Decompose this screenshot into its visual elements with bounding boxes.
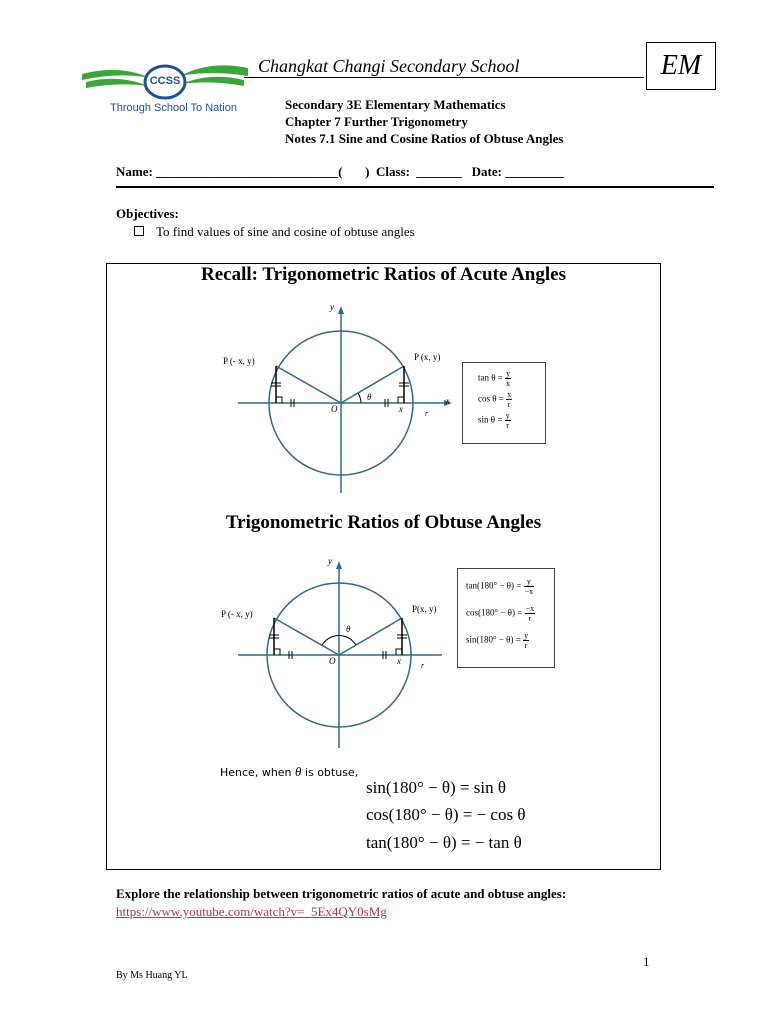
recall-x-foot-label: x [399, 404, 403, 414]
youtube-link[interactable]: https://www.youtube.com/watch?v=_5Ex4QY0sMg [116, 904, 387, 919]
course-line: Secondary 3E Elementary Mathematics [285, 97, 506, 112]
obtuse-theta-label: θ [346, 624, 351, 634]
explore-text: Explore the relationship between trigonometric ratios of acute and obtuse angles: [116, 886, 567, 901]
result-sin: sin(180° − θ) = sin θ [366, 778, 507, 797]
result-cos: cos(180° − θ) = − cos θ [366, 805, 526, 824]
hence-theta: θ [295, 764, 302, 779]
cos-label: cos θ = [478, 393, 504, 404]
em-badge: EM [646, 42, 716, 90]
sin-den: r [506, 421, 509, 430]
cos-obtuse-den: r [528, 614, 532, 623]
obtuse-p-left-label: P (- x, y) [221, 609, 253, 619]
author: By Ms Huang YL [116, 970, 188, 981]
recall-p-right-label: P (x, y) [414, 352, 441, 362]
obtuse-formula-box [457, 568, 555, 668]
tan-label: tan θ = [478, 372, 503, 383]
recall-heading: Recall: Trigonometric Ratios of Acute Angles [201, 264, 566, 285]
sin-label: sin θ = [478, 414, 503, 425]
logo-motto: Through School To Nation [110, 102, 237, 114]
cos-den: r [507, 400, 511, 409]
result-tan: tan(180° − θ) = − tan θ [366, 833, 522, 852]
cos-num: x [507, 390, 512, 399]
recall-origin-label: O [331, 404, 338, 414]
tan-obtuse-label: tan(180° − θ) = [466, 580, 522, 591]
recall-p-left-label: P (- x, y) [223, 356, 255, 366]
tan-obtuse-num: y [524, 577, 535, 587]
tan-den: x [506, 379, 511, 388]
recall-r-label: r [425, 409, 429, 418]
obtuse-origin-label: O [329, 656, 336, 666]
page-number: 1 [643, 954, 650, 969]
recall-x-axis-label: x [446, 396, 450, 406]
obtuse-p-right-label: P(x, y) [412, 604, 437, 614]
chapter-line: Chapter 7 Further Trigonometry [285, 114, 468, 129]
cos-obtuse-num: −x [525, 604, 535, 613]
hence-text [220, 764, 358, 780]
recall-theta-label: θ [367, 392, 372, 402]
logo-text: CCSS [149, 75, 181, 87]
objective-text: To find values of sine and cosine of obtuse angles [156, 224, 415, 239]
tan-obtuse-den: −x [524, 587, 534, 596]
notes-line: Notes 7.1 Sine and Cosine Ratios of Obtuse Angles [285, 131, 564, 146]
name-class-date-row: Name: ____________________________( ) Class: _______ Date: _________ [116, 164, 564, 179]
sin-obtuse-den: r [524, 641, 528, 650]
sin-obtuse-num: y [524, 631, 529, 640]
sin-num: y [505, 411, 510, 420]
sin-obtuse-label: sin(180° − θ) = [466, 634, 521, 645]
obtuse-y-label: y [328, 556, 332, 566]
hence-lead: Hence, when [220, 766, 296, 779]
obtuse-heading: Trigonometric Ratios of Obtuse Angles [225, 512, 542, 533]
hence-tail: is obtuse, [301, 766, 359, 779]
tan-num: y [506, 369, 511, 378]
recall-y-label: y [330, 302, 334, 312]
cos-obtuse-label: cos(180° − θ) = [466, 607, 523, 618]
school-name: Changkat Changi Secondary School [258, 56, 520, 76]
obtuse-r-label: r [421, 661, 425, 670]
objectives-title: Objectives: [116, 206, 179, 221]
obtuse-x-foot-label: x [397, 656, 401, 666]
